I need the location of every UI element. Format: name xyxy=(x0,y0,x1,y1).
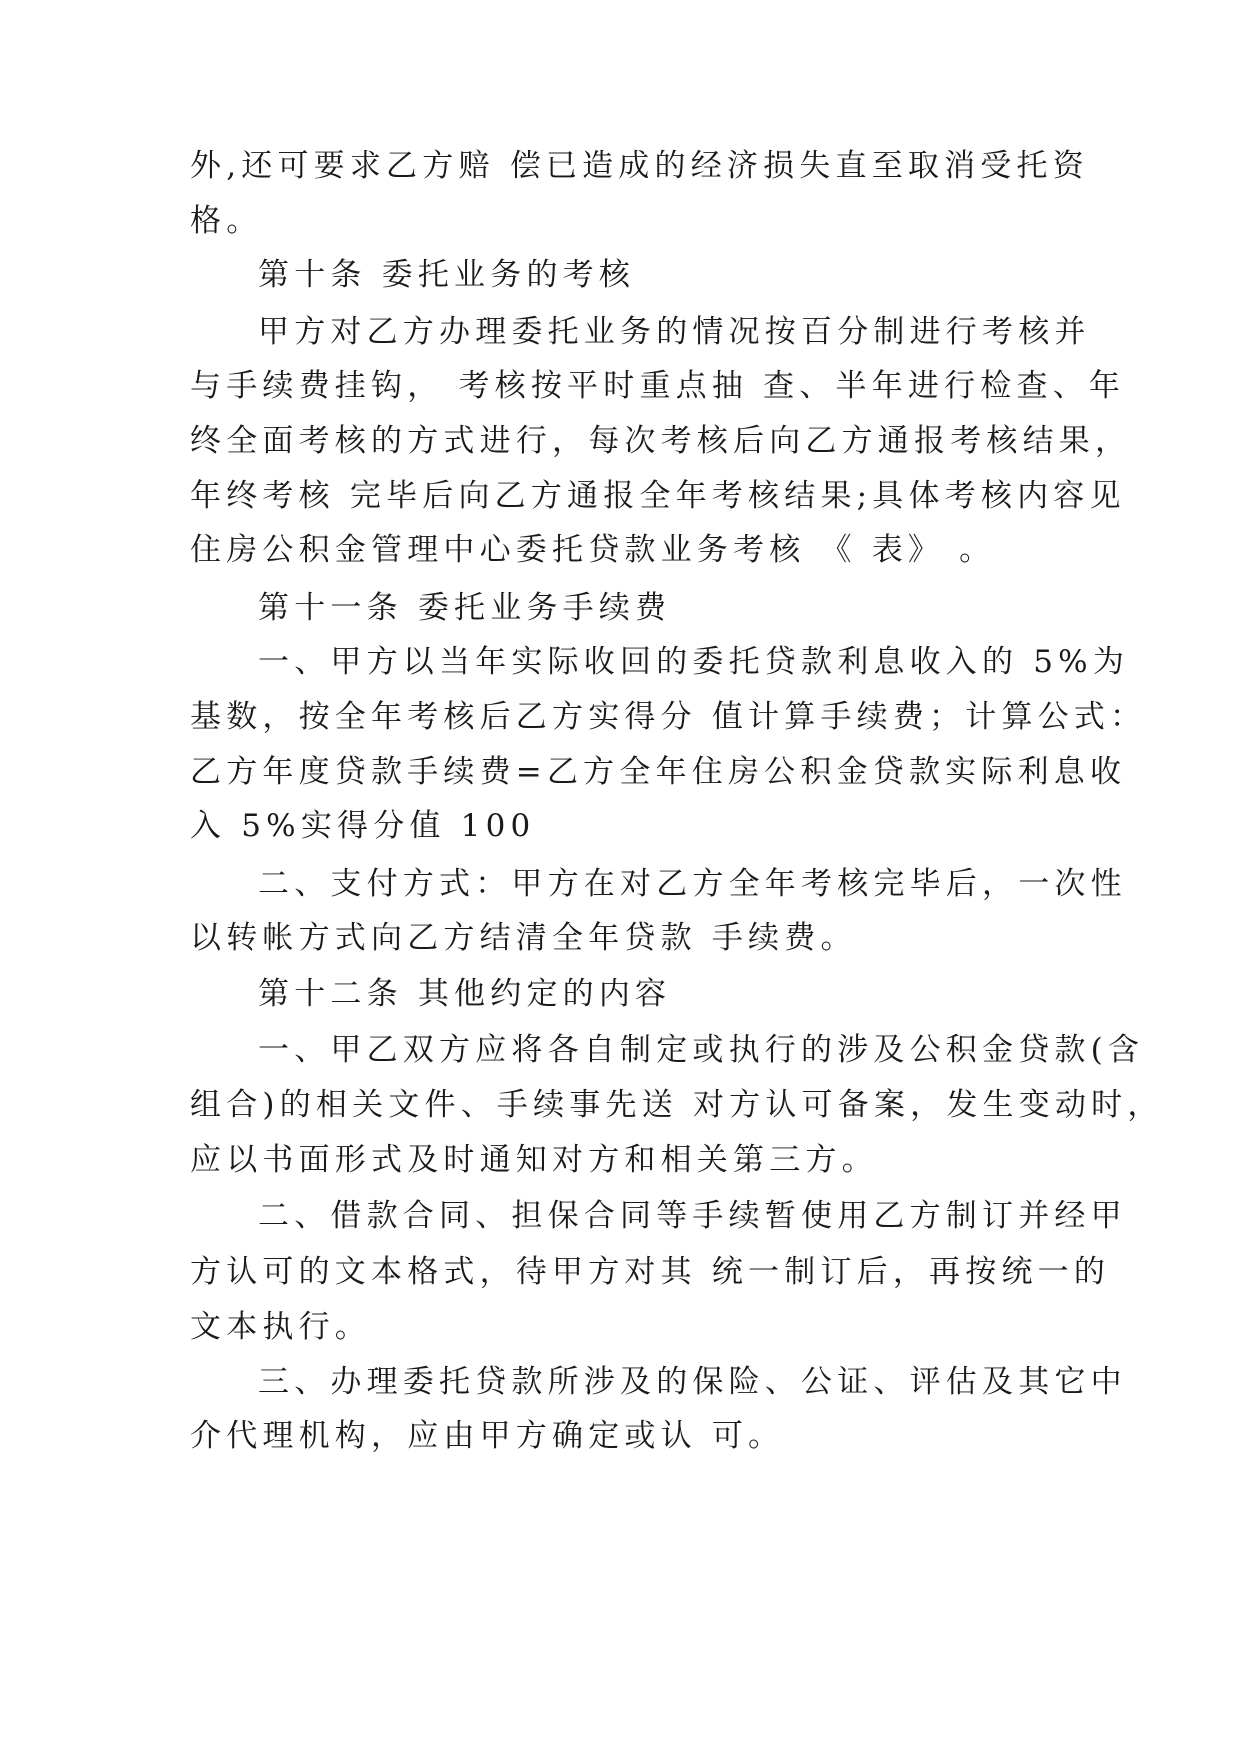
article-heading: 第十二条 其他约定的内容 xyxy=(258,976,672,1012)
text-line: 与手续费挂钩， 考核按平时重点抽 查、半年进行检查、年 xyxy=(190,368,1126,404)
text-line: 格。 xyxy=(190,203,263,239)
text-line: 方认可的文本格式，待甲方对其 统一制订后，再按统一的 xyxy=(190,1254,1111,1290)
text-line: 介代理机构，应由甲方确定或认 可。 xyxy=(190,1418,785,1454)
text-line: 乙方年度贷款手续费=乙方全年住房公积金贷款实际利息收 xyxy=(190,754,1127,790)
text-line: 组合)的相关文件、手续事先送 对方认可备案，发生变动时， xyxy=(190,1087,1164,1123)
text-line: 外,还可要求乙方赔 偿已造成的经济损失直至取消受托资 xyxy=(190,148,1089,184)
text-line: 二、支付方式：甲方在对乙方全年考核完毕后，一次性 xyxy=(258,866,1127,902)
article-heading: 第十一条 委托业务手续费 xyxy=(258,590,672,626)
text-line: 应以书面形式及时通知对方和相关第三方。 xyxy=(190,1142,878,1178)
text-line: 住房公积金管理中心委托贷款业务考核 《 表》 。 xyxy=(190,532,996,568)
text-line: 文本执行。 xyxy=(190,1309,371,1345)
text-line: 入 5%实得分值 100 xyxy=(190,808,536,844)
text-line: 基数，按全年考核后乙方实得分 值计算手续费；计算公式： xyxy=(190,699,1147,735)
text-line: 终全面考核的方式进行，每次考核后向乙方通报考核结果， xyxy=(190,423,1132,459)
text-line: 一、甲方以当年实际收回的委托贷款利息收入的 5%为 xyxy=(258,644,1130,680)
text-line: 甲方对乙方办理委托业务的情况按百分制进行考核并 xyxy=(258,314,1091,350)
text-line: 二、借款合同、担保合同等手续暂使用乙方制订并经甲 xyxy=(258,1198,1127,1234)
article-heading: 第十条 委托业务的考核 xyxy=(258,257,636,293)
text-line: 一、甲乙双方应将各自制定或执行的涉及公积金贷款(含 xyxy=(258,1032,1145,1068)
text-line: 三、办理委托贷款所涉及的保险、公证、评估及其它中 xyxy=(258,1364,1127,1400)
text-line: 年终考核 完毕后向乙方通报全年考核结果;具体考核内容见 xyxy=(190,478,1126,514)
text-line: 以转帐方式向乙方结清全年贷款 手续费。 xyxy=(190,920,857,956)
